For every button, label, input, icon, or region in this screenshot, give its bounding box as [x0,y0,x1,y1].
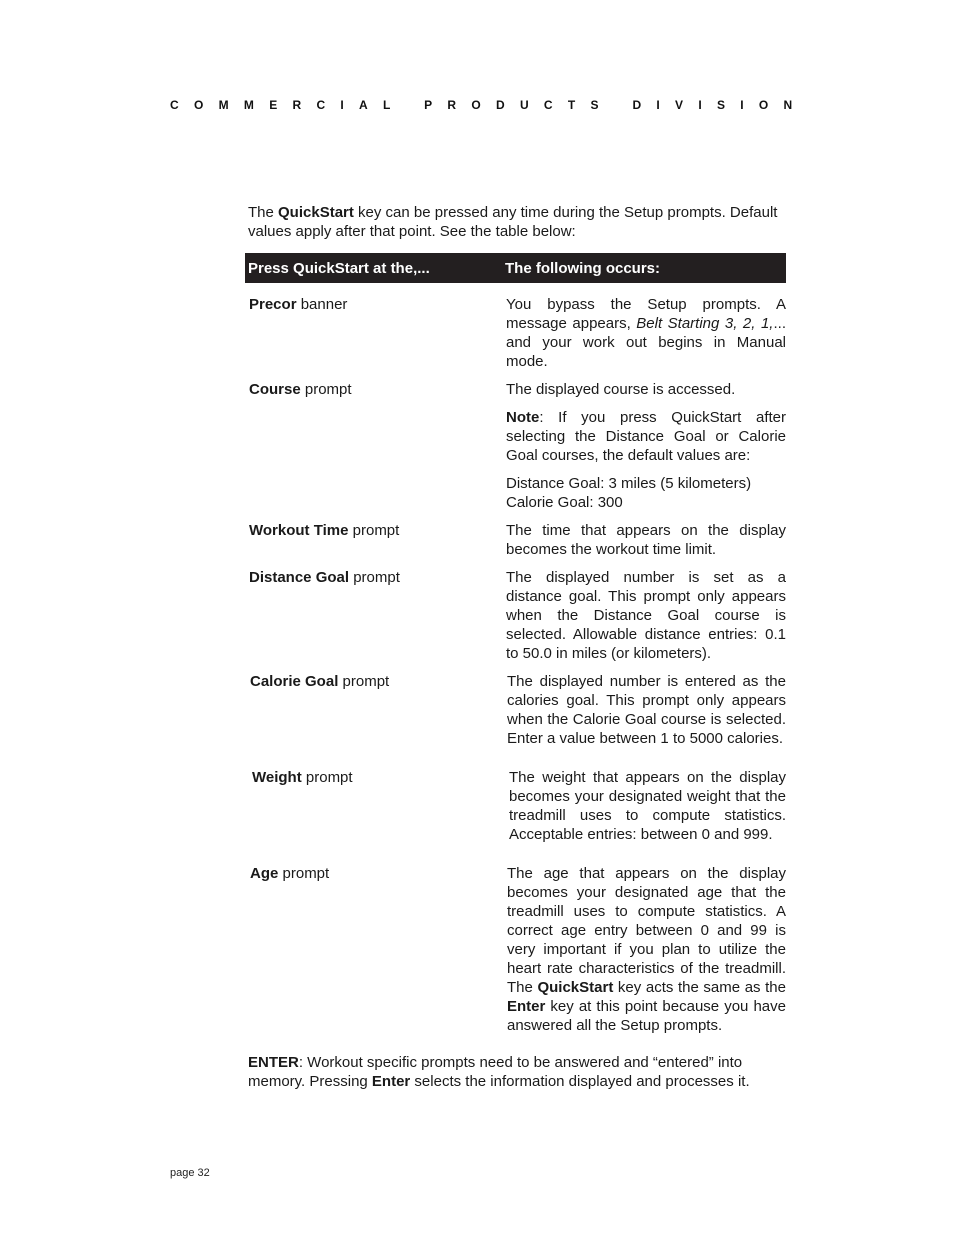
row-description: The displayed course is accessed. Note: If you press QuickStart after selecting the Distance Goal or Calorie Goal courses, the default values are: Distance Goal: 3 miles (5 kilometers) Calorie Goal: 300 [506,381,786,511]
page-content [248,203,786,1106]
row-key: Calorie Goal prompt [250,673,390,690]
intro-paragraph: The QuickStart key can be pressed any time during the Setup prompts. Default values apply after that point. See the table below: [248,204,778,240]
table-row [248,380,786,512]
page-number: page 32 [170,1167,210,1179]
table-row [248,864,786,1035]
belt-starting-message: Belt Starting 3, 2, 1, [636,315,774,332]
row-key: Distance Goal prompt [249,569,400,586]
quickstart-term: QuickStart [278,204,354,221]
row-description: The weight that appears on the display becomes your designated weight that the treadmill uses to compute statistics. Acceptable entries: between 0 and 999. [509,769,786,843]
row-key: Precor banner [249,296,348,313]
row-key: Age prompt [250,865,330,882]
row-key: Weight prompt [252,769,353,786]
default-values: Distance Goal: 3 miles (5 kilometers) Calorie Goal: 300 [506,475,752,511]
table-row [248,568,786,663]
table-row [248,521,786,559]
column-header-key: Press QuickStart at the,... [248,259,430,277]
row-description: The displayed number is set as a distance goal. This prompt only appears when the Distance Goal course is selected. Allowable distance entries: 0.1 to 50.0 in miles (or kilometers). [506,569,786,662]
row-key: Course prompt [249,381,352,398]
table-row [248,768,786,844]
division-header: COMMERCIAL PRODUCTS DIVISION [170,98,808,112]
table-header [245,253,786,283]
row-description: You bypass the Setup prompts. A message appears, Belt Starting 3, 2, 1,... and your work out begins in Manual mode. [506,296,786,370]
table-row [248,672,786,748]
row-description: The time that appears on the display becomes the workout time limit. [506,522,786,558]
row-description: The age that appears on the display becomes your designated age that the treadmill uses to compute statistics. A correct age entry between 0 and 99 is very important if you plan to utilize the heart rate characteristics of the treadmill. The QuickStart key acts the same as the Enter key at this point because you have answered all the Setup prompts. [507,865,786,1034]
row-description: The displayed number is entered as the calories goal. This prompt only appears when the Calorie Goal course is selected. Enter a value between 1 to 5000 calories. [507,673,786,747]
table-row [248,295,786,371]
enter-key-note: ENTER: Workout specific prompts need to be answered and “entered” into memory. Pressing Enter selects the information displayed and processes it. [248,1054,750,1090]
row-key: Workout Time prompt [249,522,400,539]
note-paragraph: Note: If you press QuickStart after selecting the Distance Goal or Calorie Goal courses, the default values are: [506,409,786,464]
column-header-result: The following occurs: [505,259,661,277]
